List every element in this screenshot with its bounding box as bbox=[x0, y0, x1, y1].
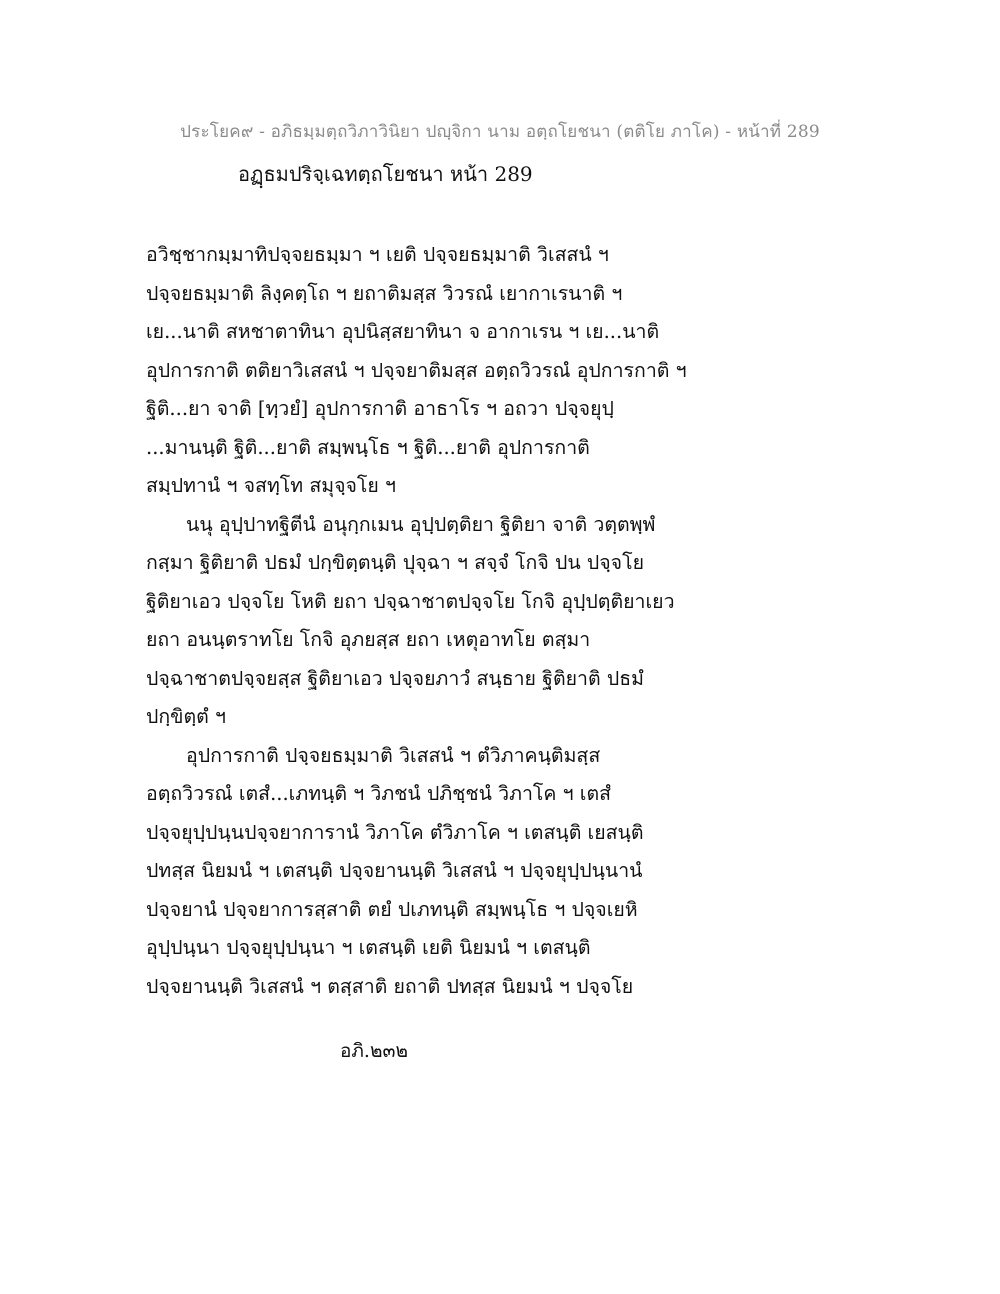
text-line: สมฺปทานํ ฯ จสทฺโท สมุจฺจโย ฯ bbox=[146, 474, 396, 497]
text-line: อุปการกาติ ตติยาวิเสสนํ ฯ ปจฺจยาติมสฺส อตฺถวิวรณํ อุปการกาติ ฯ bbox=[146, 358, 687, 382]
text-line: ปจฺฉาชาตปจฺจยสฺส ฐิติยาเอว ปจฺจยภาวํ สนฺธาย ฐิติยาติ ปธมํ bbox=[146, 666, 644, 690]
text-line: ปจฺจยธมฺมาติ ลิงฺคตฺโถ ฯ ยถาติมสฺส วิวรณํ เยากาเรนาติ ฯ bbox=[146, 281, 623, 305]
text-line: ปจฺจยานํ ปจฺจยาการสฺสาติ ตยํ ปเภทนฺติ สมฺพนฺโธ ฯ ปจฺจเยหิ bbox=[146, 897, 638, 921]
body-text bbox=[146, 236, 866, 1006]
text-line: เย...นาติ สหชาตาทินา อุปนิสฺสยาทินา จ อากาเรน ฯ เย...นาติ bbox=[146, 320, 660, 343]
text-line: อุปฺปนฺนา ปจฺจยุปฺปนฺนา ฯ เตสนฺติ เยติ นิยมนํ ฯ เตสนฺติ bbox=[146, 936, 591, 959]
text-line: ...มานนฺติ ฐิติ...ยาติ สมฺพนฺโธ ฯ ฐิติ...ยาติ อุปการกาติ bbox=[146, 435, 590, 459]
text-line: ปจฺจยุปฺปนฺนปจฺจยาการานํ วิภาโค ตํวิภาโค ฯ เตสนฺติ เยสนฺติ bbox=[146, 820, 644, 844]
text-line: ปทสฺส นิยมนํ ฯ เตสนฺติ ปจฺจยานนฺติ วิเสสนํ ฯ ปจฺจยุปฺปนฺนานํ bbox=[146, 859, 643, 882]
text-line: อวิชฺชากมฺมาทิปจฺจยธมฺมา ฯ เยติ ปจฺจยธมฺมาติ วิเสสนํ ฯ bbox=[146, 243, 609, 266]
text-line: ยถา อนนฺตราทโย โกจิ อุภยสฺส ยถา เหตุอาทโย ตสฺมา bbox=[146, 628, 591, 651]
text-line: ปกฺขิตฺตํ ฯ bbox=[146, 705, 226, 728]
text-line: กสฺมา ฐิติยาติ ปธมํ ปกฺขิตฺตนฺติ ปุจฺฉา ฯ สจฺจํ โกจิ ปน ปจฺจโย bbox=[146, 551, 645, 574]
running-header: ประโยค๙ - อภิธมฺมตฺถวิภาวินิยา ปญฺจิกา นาม อตฺถโยชนา (ตติโย ภาโค) - หน้าที่ 289 bbox=[180, 122, 820, 142]
text-line: อุปการกาติ ปจฺจยธมฺมาติ วิเสสนํ ฯ ตํวิภาคนฺติมสฺส bbox=[186, 743, 601, 767]
text-line: อตฺถวิวรณํ เตสํ...เภทนฺติ ฯ วิภชนํ ปภิชฺชนํ วิภาโค ฯ เตสํ bbox=[146, 782, 612, 805]
text-line: นนุ อุปฺปาทฐิตีนํ อนุกฺกเมน อุปฺปตฺติยา ฐิติยา จาติ วตฺตพฺพํ bbox=[186, 512, 656, 536]
text-line: ฐิติยาเอว ปจฺจโย โหติ ยถา ปจฺฉาชาตปจฺจโย โกจิ อุปฺปตฺติยาเยว bbox=[146, 589, 675, 613]
page-footer-marker: อภิ.๒๓๒ bbox=[340, 1040, 409, 1062]
text-line: ฐิติ...ยา จาติ [ทฺวยํ] อุปการกาติ อาธาโร ฯ อถวา ปจฺจยุปฺ bbox=[146, 397, 614, 420]
section-heading: อฏฺธมปริจฺเฉทตฺถโยชนา หน้า 289 bbox=[238, 162, 533, 186]
text-line: ปจฺจยานนฺติ วิเสสนํ ฯ ตสฺสาติ ยถาติ ปทสฺส นิยมนํ ฯ ปจฺจโย bbox=[146, 974, 634, 998]
